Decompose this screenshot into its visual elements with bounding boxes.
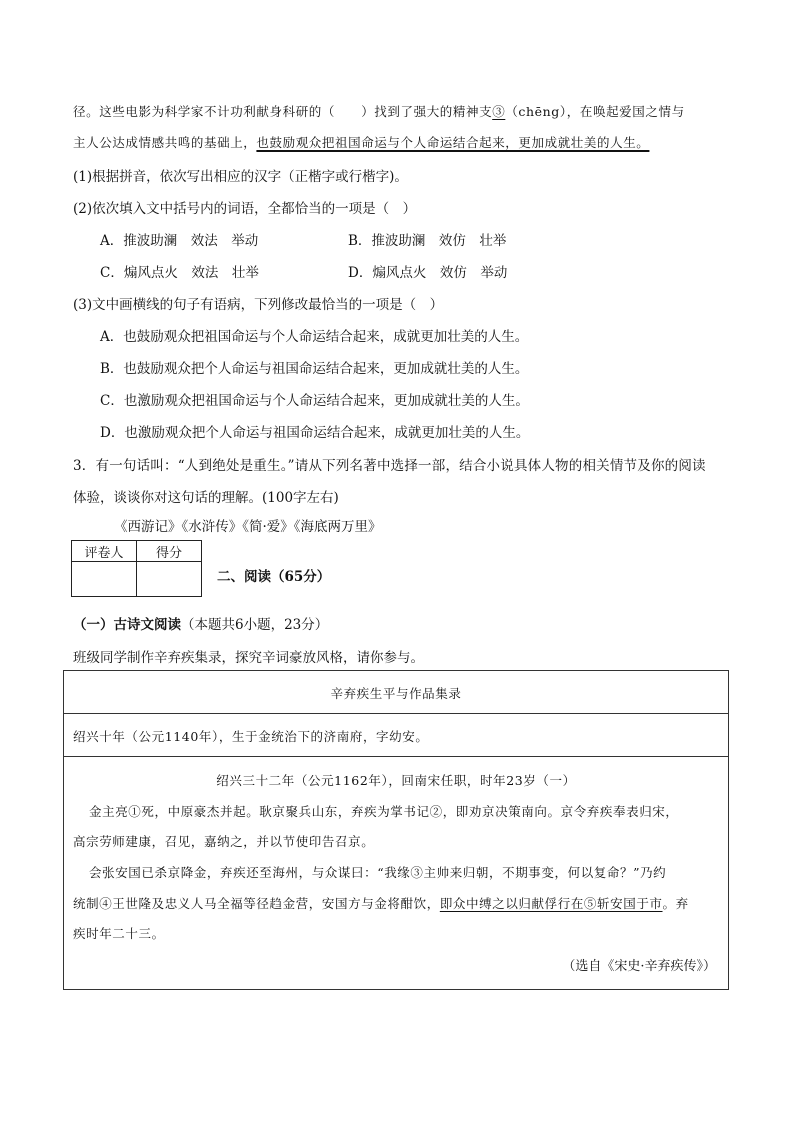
question-1: (1)根据拼音，依次写出相应的汉字（正楷字或行楷字)。	[73, 169, 408, 185]
passage-line-1-a: 径。这些电影为科学家不计功利献身科研的（ ）找到了强大的精神支	[73, 104, 493, 119]
passage-p1-line-1: 金主亮①死，中原豪杰并起。耿京聚兵山东，弃疾为掌书记②，即劝京决策南向。京令弃疾奉表归宋，	[89, 804, 679, 819]
score-table	[71, 540, 202, 597]
score-table-grader-header: 评卷人	[72, 541, 137, 562]
q2-option-a: A．推波助澜 效法 举动	[100, 233, 259, 249]
passage-line-1	[73, 102, 685, 120]
q3-option-c: C．也激励观众把祖国命运与个人命运结合起来，更加成就壮美的人生。	[100, 393, 529, 409]
q3-option-b: B．也鼓励观众把个人命运与祖国命运结合起来，更加成就壮美的人生。	[100, 361, 529, 377]
collection-box	[63, 670, 729, 990]
score-table-grader-cell	[72, 562, 137, 597]
collection-title-row	[64, 671, 728, 714]
q3-option-d: D．也激励观众把个人命运与祖国命运结合起来，成就更加壮美的人生。	[100, 425, 530, 441]
q2-option-d: D．煽风点火 效仿 举动	[348, 265, 508, 281]
section-two-heading: 二、阅读（65分）	[217, 569, 331, 585]
passage-p2-line-2-b: 。弃	[662, 896, 689, 911]
passage-line-1-b: （chēng），在唤起爱国之情与	[505, 104, 685, 119]
passage-p2-line-2-a: 统制④王世隆及忠义人马全福等径趋金营，安国方与金将酣饮，	[73, 896, 440, 911]
passage-p2-line-3: 疾时年二十三。	[73, 926, 165, 941]
score-table-score-header: 得分	[137, 541, 202, 562]
question-3-stem: (3)文中画横线的句子有语病，下列修改最恰当的一项是（ ）	[73, 297, 444, 313]
passage-p2-line-2	[73, 894, 689, 912]
circled-number-3: ③	[492, 104, 506, 119]
passage-line-2	[73, 133, 649, 151]
book-list: 《西游记》《水浒传》《简·爱》《海底两万里》	[114, 519, 382, 535]
collection-birth-text: 绍兴十年（公元1140年），生于金统治下的济南府，字幼安。	[73, 729, 429, 744]
intro-line: 班级同学制作辛弃疾集录，探究辛词豪放风格，请你参与。	[73, 650, 424, 666]
question-three-line-1: 3．有一句话叫：“人到绝处是重生。”请从下列名著中选择一部，结合小说具体人物的相关情节及你的阅读	[73, 458, 706, 474]
passage-source: （选自《宋史·辛弃疾传》）	[562, 959, 716, 974]
underlined-sentence: 也鼓励观众把祖国命运与个人命运结合起来，更加成就壮美的人生。	[256, 135, 650, 150]
subsection-suffix: （本题共6小题，23分）	[181, 617, 329, 633]
subsection-heading	[73, 613, 328, 633]
question-2-stem: (2)依次填入文中括号内的词语，全都恰当的一项是（ ）	[73, 201, 417, 217]
collection-1162-row	[64, 757, 728, 989]
q3-option-a: A．也鼓励观众把祖国命运与个人命运结合起来，成就更加壮美的人生。	[100, 329, 529, 345]
q2-option-b: B．推波助澜 效仿 壮举	[348, 233, 507, 249]
subsection-title: 古诗文阅读	[113, 617, 181, 633]
collection-1162-heading: 绍兴三十二年（公元1162年），回南宋任职，时年23岁（一）	[216, 773, 576, 788]
subsection-prefix: （一）	[73, 617, 114, 633]
passage-p2-line-1: 会张安国已杀京降金，弃疾还至海州，与众谋曰：“我缘③主帅来归朝，不期事变，何以复命？”乃约	[89, 865, 667, 880]
q2-option-c: C．煽风点火 效法 壮举	[100, 265, 259, 281]
passage-p1-line-2: 高宗劳师建康，召见，嘉纳之，并以节使印告召京。	[73, 834, 375, 849]
collection-birth-row	[64, 714, 728, 757]
passage-line-2-a: 主人公达成情感共鸣的基础上，	[73, 135, 257, 150]
question-three-line-2: 体验，谈谈你对这句话的理解。(100字左右)	[73, 490, 339, 506]
underlined-classical-sentence: 即众中缚之以归献俘行在⑤斩安国于市	[439, 896, 663, 911]
score-table-score-cell	[137, 562, 202, 597]
collection-title: 辛弃疾生平与作品集录	[330, 686, 462, 701]
